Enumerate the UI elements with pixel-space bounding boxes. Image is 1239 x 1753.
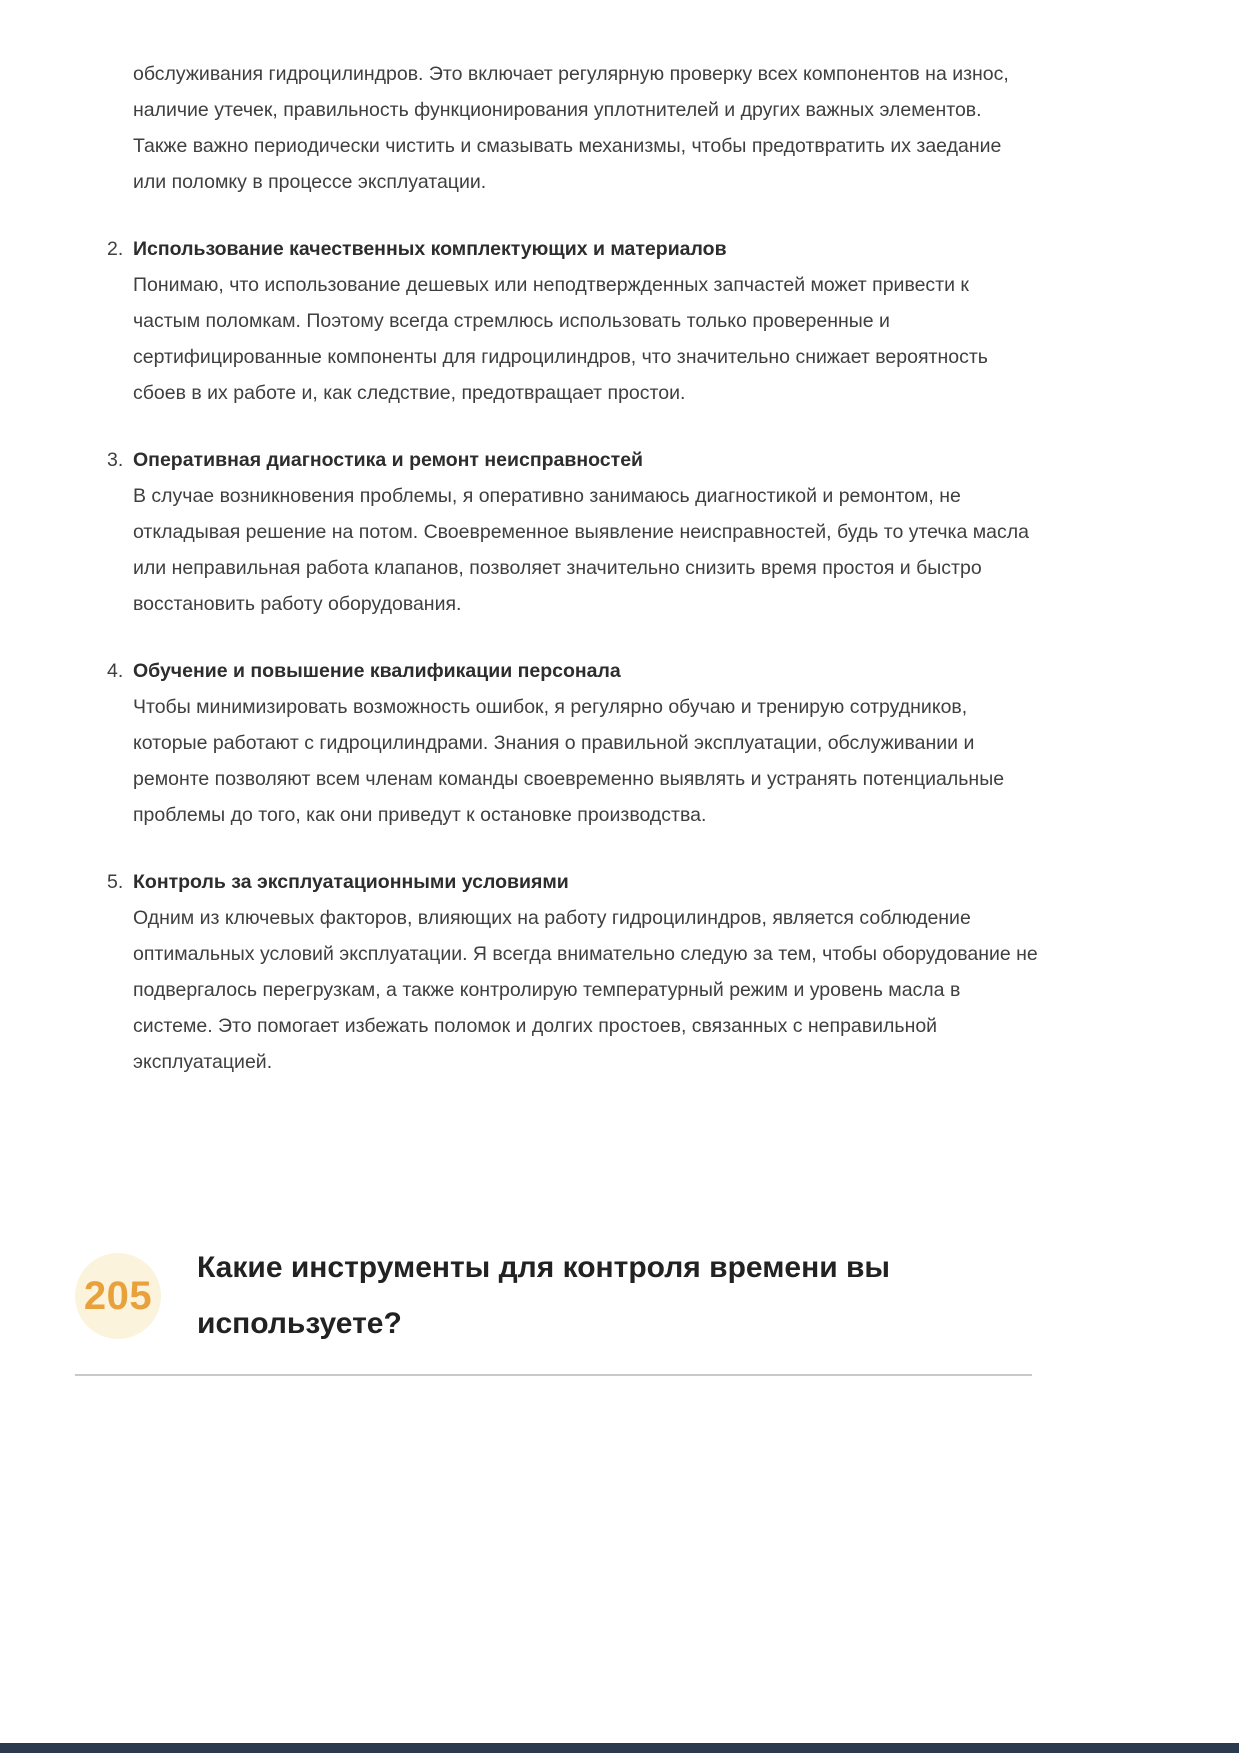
list-item-number: 3.	[107, 449, 124, 471]
list-item	[107, 653, 1039, 833]
list-item	[107, 231, 1039, 411]
list-item-title: Использование качественных комплектующих и материалов	[133, 238, 727, 260]
list-item-heading	[107, 653, 1039, 689]
list-item	[107, 864, 1039, 1080]
list-item-number: 5.	[107, 871, 124, 893]
list-item-title: Обучение и повышение квалификации персонала	[133, 660, 621, 682]
list-item-number: 2.	[107, 238, 124, 260]
list-item-number: 4.	[107, 660, 124, 682]
list-item-body: Чтобы минимизировать возможность ошибок, я регулярно обучаю и тренирую сотрудников, которые работают с гидроцилиндрами. Знания о правильной эксплуатации, обслуживании и ремонте позволяют всем членам команды своевременно выявлять и устранять потенциальные проблемы до того, как они приведут к остановке производства.	[133, 696, 1005, 826]
page-footer-bar	[0, 1743, 1239, 1753]
list-item-body: Одним из ключевых факторов, влияющих на работу гидроцилиндров, является соблюдение оптимальных условий эксплуатации. Я всегда внимательно следую за тем, чтобы оборудование не подвергалось перегрузкам, а также контролирую температурный режим и уровень масла в системе. Это помогает избежать поломок и долгих простоев, связанных с неправильной эксплуатацией.	[133, 907, 1038, 1073]
numbered-list	[107, 231, 1039, 1080]
question-title: Какие инструменты для контроля времени вы используете?	[197, 1251, 891, 1340]
list-item-body: Понимаю, что использование дешевых или неподтвержденных запчастей может привести к частым поломкам. Поэтому всегда стремлюсь использовать только проверенные и сертифицированные компоненты для гидроцилиндров, что значительно снижает вероятность сбоев в их работе и, как следствие, предотвращает простои.	[133, 274, 988, 404]
list-item-title: Оперативная диагностика и ремонт неисправностей	[133, 449, 644, 471]
section-divider	[75, 1374, 1032, 1376]
list-item-heading	[107, 864, 1039, 900]
list-item	[107, 442, 1039, 622]
list-item-heading	[107, 231, 1039, 267]
list-item-heading	[107, 442, 1039, 478]
list-item-title: Контроль за эксплуатационными условиями	[133, 871, 569, 893]
intro-paragraph: обслуживания гидроцилиндров. Это включает регулярную проверку всех компонентов на износ, наличие утечек, правильность функционирования уплотнителей и других важных элементов. Также важно периодически чистить и смазывать механизмы, чтобы предотвратить их заедание или поломку в процессе эксплуатации.	[133, 63, 1009, 193]
list-item-body: В случае возникновения проблемы, я оперативно занимаюсь диагностикой и ремонтом, не откладывая решение на потом. Своевременное выявление неисправностей, будь то утечка масла или неправильная работа клапанов, позволяет значительно снизить время простоя и быстро восстановить работу оборудования.	[133, 485, 1029, 615]
question-section	[75, 1240, 1039, 1352]
question-number: 205	[83, 1273, 153, 1318]
question-number-badge	[75, 1253, 161, 1339]
